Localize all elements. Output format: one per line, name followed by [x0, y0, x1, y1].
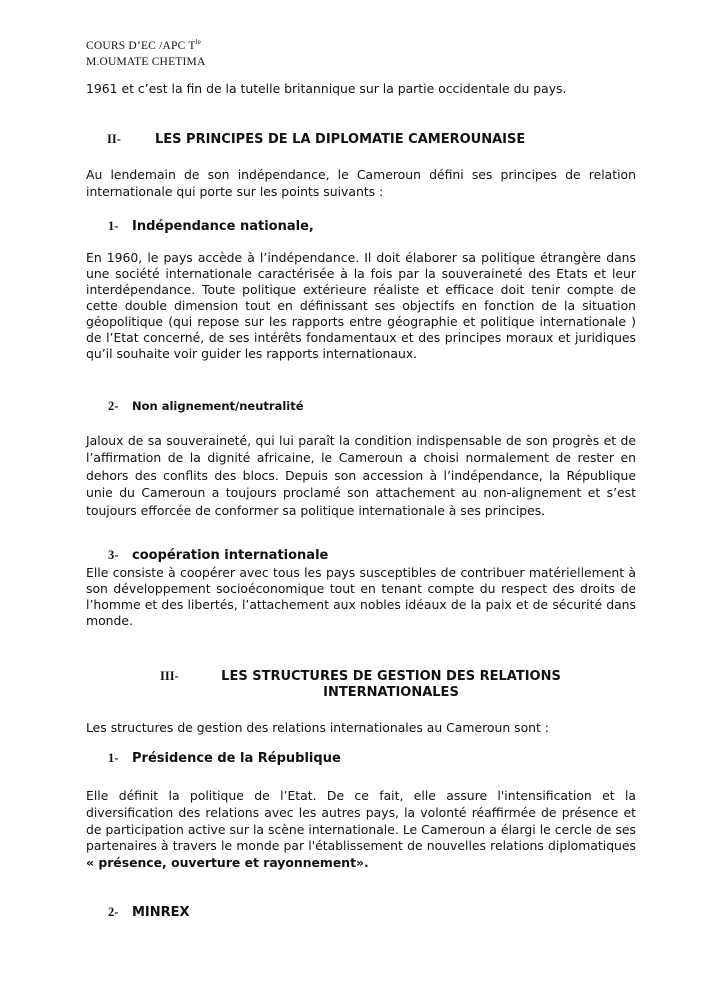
section-3-heading: LES STRUCTURES DE GESTION DES RELATIONS INTERNATIONALES — [221, 669, 561, 700]
subsection-presidence-text: Elle définit la politique de l’Etat. De ce fait, elle assure l'intensification et la diversification des relations avec les autres pays, la volonté réaffirmée de présence et de participation active sur la scène internationale. Le Cameroun a élargi le cercle de ses partenaires à travers le monde par l'établissement de nouvelles relations diplomatiques « présence, ouverture et rayonnement». — [86, 788, 636, 871]
header-course: COURS D’EC /APC $T^{le}$ — [86, 38, 202, 52]
subsection-independance-text: En 1960, le pays accède à l’indépendance. Il doit élaborer sa politique étrangère dans une société internationale caractérisée à la fois par la souveraineté des Etats et leur interdépendance. Toute politique extérieure réaliste et efficace doit tenir compte de cette double dimension tout en définissant ses objectifs en fonction de la situation géopolitique (qui repose sur les rapports entre géographie et politique internationale ) de l’Etat concerné, de ses intérêts fondamentaux et des principes moraux et juridiques qu’il souhaite voir guider les rapports internationaux. — [86, 250, 636, 361]
section-2-intro: Au lendemain de son indépendance, le Cameroun défini ses principes de relation internationale qui porte sur les points suivants : — [86, 167, 636, 200]
subsection-non-alignement-text: Jaloux de sa souveraineté, qui lui paraît la condition indispensable de son progrès et de l’affirmation de la dignité africaine, le Cameroun a choisi normalement de rester en dehors des conflits des blocs. Depuis son accession à l’indépendance, la République unie du Cameroun a toujours proclamé son attachement au non-alignement et s’est toujours efforcée de conformer sa politique internationale à ses principes. — [86, 433, 636, 518]
header-teacher: M.OUMATE CHETIMA — [86, 56, 206, 68]
section-3-number: III- — [160, 669, 179, 683]
subsection-non-alignement-heading: 2- Non alignement/neutralité — [108, 399, 304, 413]
subsection-cooperation-heading: 3- coopération internationale — [108, 548, 329, 563]
section-2-heading: II- LES PRINCIPES DE LA DIPLOMATIE CAMEROUNAISE — [107, 132, 526, 147]
subsection-independance-heading: 1- Indépendance nationale, — [108, 219, 314, 234]
emphasis-text: « présence, ouverture et rayonnement». — [86, 855, 369, 871]
subsection-presidence-heading: 1- Présidence de la République — [108, 751, 341, 766]
section-3-intro: Les structures de gestion des relations internationales au Cameroun sont : — [86, 720, 549, 735]
intro-paragraph: 1961 et c’est la fin de la tutelle britannique sur la partie occidentale du pays. — [86, 81, 567, 96]
subsection-cooperation-text: Elle consiste à coopérer avec tous les pays susceptibles de contribuer matériellement à son développement socioéconomique tout en tenant compte du respect des droits de l’homme et des libertés, l’attachement aux nobles idéaux de la paix et de sécurité dans monde. — [86, 565, 636, 628]
subsection-minrex-heading: 2- MINREX — [108, 905, 190, 920]
